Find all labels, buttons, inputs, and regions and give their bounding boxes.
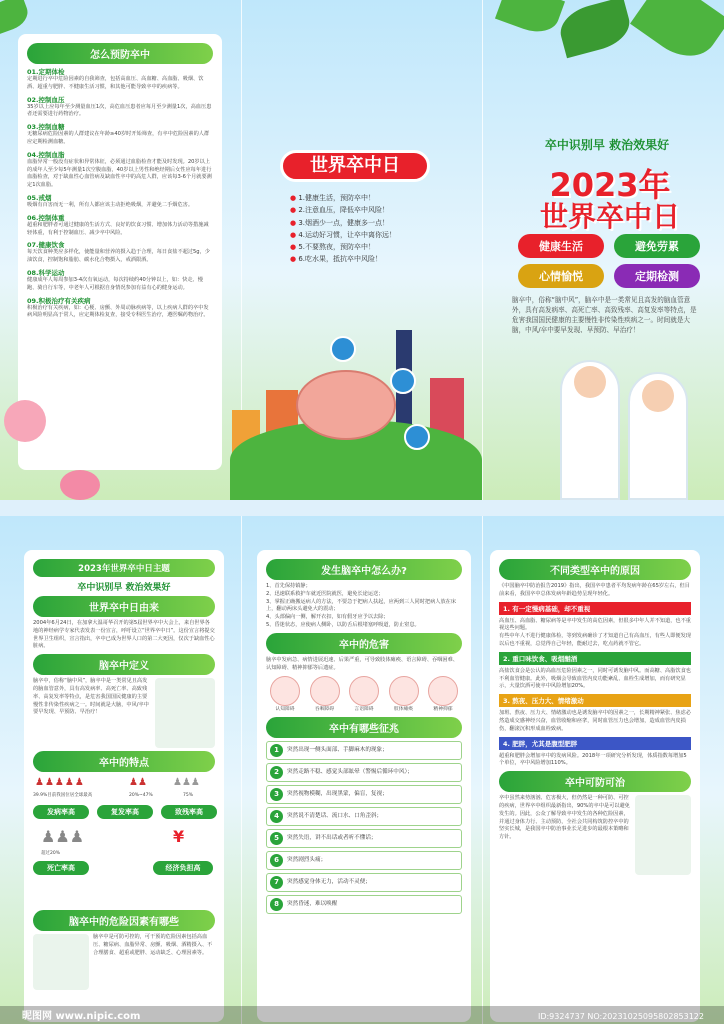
sign-text: 突然昏迷，难以唤醒 (287, 900, 338, 907)
artery-icon (404, 424, 430, 450)
chip-healthy-life: 健康生活 (518, 234, 604, 258)
sign-item (266, 895, 462, 914)
harm-icon (428, 676, 458, 706)
harm-icon-row (266, 676, 462, 713)
cause-heading: 2. 重口味饮食、吸烟酗酒 (499, 652, 691, 665)
day-bullet (290, 241, 480, 253)
money-icon: ¥ (173, 827, 185, 847)
prevention-item-title: 03.控制血糖 (27, 123, 65, 132)
patient-illustration (155, 678, 215, 748)
day-bullet-text: 1.健康生活，预防卒中！ (298, 194, 376, 202)
feature-label: 经济负担高 (153, 861, 213, 875)
emergency-step: 5、昏迷状态，应使病人侧卧，以防舌后根堵塞呼吸道，防止窒息。 (266, 621, 420, 628)
flower-decoration (4, 400, 46, 442)
people-icons: ♟♟♟ (41, 827, 85, 847)
sign-text: 突然走路不稳、感觉头部眩晕（警惕后循环中风）； (287, 768, 413, 775)
bullet-dot-icon: ● (290, 230, 299, 239)
day-bullet (290, 217, 480, 229)
emergency-steps (266, 583, 462, 630)
day-bullet-text: 5.不要熬夜，预防卒中！ (298, 243, 376, 251)
chip-regular-check: 定期检测 (614, 264, 700, 288)
cause-text: 高血压、高血脂、糖尿病等是卒中发生的高危因素，但很多中年人并不知道，也不重视这些问题。 有些中年人不进行健康体检，等到发病确诊了才知道自己有高血压，有些人即便发现以后也不重视，总觉得自己年轻，能耐过去，吃点药就不管它。 (499, 617, 691, 647)
harm-icon-label: 言语障碍 (354, 707, 374, 713)
prevention-item-text: 吸烟有百害而无一利，所有人都应该主动拒绝吸烟，并避免二手烟危害。 (27, 201, 194, 208)
prevention-item-text: 健康成年人每周参加3-4次有氧运动，每次持续约40分钟以上，如：快走、慢跑、骑自行车等，中老年人可根据自身情况参加有益有心的健身运动。 (27, 276, 203, 291)
brochure-front (0, 0, 724, 500)
cause-text: 高盐饮食会是公认的高血压危险因素之一，同时可诱发脑中风。而高糖、高脂饮食也不利血管健康。此外，吸烟会导致血管内皮功能紊乱、血栓生成增加，而有研究显示，大量饮酒可使卒中风险增加20%。 (499, 667, 691, 690)
cause-text: 超重和肥胖会增加卒中的发病风险。2018年一项研究分析发现，体质指数每增加5个单位，卒中风险增加110%。 (499, 752, 687, 767)
chip-avoid-fatigue: 避免劳累 (614, 234, 700, 258)
causes-intro: 《中国脑卒中防治报告2019》指出，我国卒中患者平均发病年龄在65岁左右，但目前来看，我国卒中总体发病年龄趋势呈现年轻化。 (499, 583, 690, 597)
harm-icon-item (424, 676, 462, 713)
day-bullet-text: 3.烟酒少一点，健康多一点！ (298, 218, 390, 227)
cause-heading: 1. 有一定慢病基础，却不重视 (499, 602, 691, 615)
slogan: 卒中识别早 救治效果好 (544, 138, 670, 152)
sign-number-badge: 4 (270, 810, 283, 823)
sign-item (266, 741, 462, 760)
fold-line (482, 516, 483, 1024)
fold-line (482, 0, 483, 500)
sign-number-badge: 1 (270, 744, 283, 757)
prevention-item-title: 09.积极治疗有关疾病 (27, 296, 91, 305)
prevention-item-title: 08.科学运动 (27, 268, 65, 277)
origin-text: 2004年6月24日，在加拿大温哥华召开的第5届世界卒中大会上，来自世界各地的神经病学专家代表发表一份宣言，呼吁设立“世界卒中日”。这份宣言将提交世界卫生组织，宣言指出，卒中已成为世界人口的第二大死因，仅次于缺血性心脏病。 (33, 620, 215, 650)
prevention-item-text: 每天饮食种类应多样化，使能量和营养的摄入趋于合理，每日食盐不超过5g，少油饮食，控制饱和脂肪、碳水化合物摄入，戒酒限酒。 (27, 249, 210, 264)
prevention-item-title: 01.定期体检 (27, 68, 65, 76)
sign-number-badge: 3 (270, 788, 283, 801)
causes-panel (490, 550, 700, 1022)
prevention-list (27, 67, 213, 320)
sign-item (266, 851, 462, 870)
harm-icon-label: 认知障碍 (275, 707, 295, 713)
day-bullet-text: 6.吃水果，抵抗卒中风险！ (298, 255, 383, 264)
world-day-badge: 世界卒中日 (280, 150, 430, 182)
cause-heading: 4. 肥胖，尤其是腹型肥胖 (499, 737, 691, 750)
definition-text: 脑卒中，俗称“脑中风”，脑卒中是一类常见且高发的脑血管意外，具有高发病率、高死亡率、高致残率、高复发率等特点，是危害我国国民健康的主要慢性非传染性疾病之一。时间就是大脑，中风/卒中要早发现、早预防、早治疗！ (33, 678, 149, 716)
harm-icon-item (306, 676, 344, 713)
prevention-item-title: 05.戒烟 (27, 193, 52, 202)
feature-label: 致残率高 (161, 805, 217, 819)
leaf-decoration (0, 0, 32, 36)
people-icons: ♟♟♟ (173, 777, 200, 789)
harm-icon (389, 676, 419, 706)
bullet-dot-icon: ● (290, 194, 299, 202)
doctor-face (574, 366, 606, 398)
wheelchair-illustration (33, 934, 89, 990)
feature-label: 复发率高 (97, 805, 153, 819)
brain-illustration (296, 370, 396, 440)
sign-text: 突然视物模糊，出现黑蒙，偏盲，复视； (287, 790, 388, 797)
leaf-decoration (555, 0, 634, 58)
sign-number-badge: 6 (270, 854, 283, 867)
day-bullet-list (290, 192, 480, 266)
signs-list (266, 741, 462, 914)
day-bullet (290, 192, 480, 204)
artery-icon (330, 336, 356, 362)
harm-icon-label: 吞咽障碍 (314, 707, 335, 713)
elderly-illustration (635, 795, 691, 875)
feature-label: 发病率高 (33, 805, 89, 819)
bullet-dot-icon: ● (290, 206, 299, 215)
harm-icon (270, 676, 300, 706)
prevent-text: 卒中虽然来势汹汹、危害极大，但仍然是一种可防、可控的疾病，世界卒中组织最新指出，90%的卒中是可以避免发生的。因此，公众了解导致卒中发生的各种危险因素，并通过身体力行、主动预防，全社会共同构筑防控卒中的坚实长城，是我国卒中防治事业长足进步的最根本策略和方针。 (499, 795, 630, 841)
sign-text: 突然剧烈头痛； (287, 856, 327, 863)
harm-icon-item (385, 676, 423, 713)
day-bullet (290, 204, 480, 216)
sign-text: 突然感觉身体无力，活动不灵便； (287, 878, 371, 885)
prevention-item-title: 07.健康饮食 (27, 241, 65, 250)
prevention-item-title: 04.控制血脂 (27, 150, 65, 159)
sign-number-badge: 5 (270, 832, 283, 845)
emergency-step: 4、头部偏向一侧，解开衣扣，如有假牙应予以去除； (266, 614, 389, 621)
harm-icon (349, 676, 379, 706)
prevention-item-text: 无糖尿病危险因素的人群建议在年龄≥40岁时开始筛查，有卒中危险因素的人群应定期检测血糖。 (27, 131, 210, 145)
feature-stat: 75% (183, 793, 194, 799)
sign-item (266, 763, 462, 782)
year-title: 2023年 (549, 166, 671, 204)
prevention-item-text: 超重和肥胖者可通过健康的生活方式、良好的饮食习惯、增加体力活动等措施减轻体重，有利于控制血压、减少卒中风险。 (27, 221, 209, 236)
sign-text: 突然出现一侧头面部、手脚麻木的现象； (287, 746, 388, 753)
prevention-item-text: 血脂异常一般没有症状和异常体征，必须通过血脂检查才能及时发现。20岁以上的成年人至少每5年测量1次空腹血脂，40岁以上男性和绝经期后女性应每年进行血脂检查，对于缺血性心血管病及缺血性卒中的高危人群，应该每3-6个月就要测定1次血脂。 (27, 158, 212, 189)
features-title: 卒中的特点 (33, 751, 215, 772)
sign-item (266, 873, 462, 892)
prevention-item-text: 积极治疗有关疾病，如：心梗、房颤、外周动脉疾病等，以上疾病人群的卒中发病风险明显高于常人，应定期体检复查，接受专科医生治疗，遵医嘱药物治疗。 (27, 304, 209, 319)
emergency-step: 1、首先保持镇静； (266, 583, 311, 589)
origin-title: 世界卒中日由来 (33, 596, 215, 617)
cause-heading: 3. 熬夜、压力大、情绪激动 (499, 694, 691, 707)
feature-label: 死亡率高 (33, 861, 89, 875)
emergency-title: 发生脑卒中怎么办? (266, 559, 462, 580)
signs-title: 卒中有哪些征兆 (266, 717, 462, 738)
bullet-dot-icon: ● (290, 218, 299, 227)
prevention-title: 怎么预防卒中 (27, 43, 213, 64)
feature-stat: 20%~47% (129, 793, 153, 799)
theme-panel (24, 550, 224, 1022)
prevention-panel (18, 34, 222, 470)
intro-text: 脑卒中，俗称“脑中风”，脑卒中是一类常见且高发的脑血管意外，具有高发病率、高死亡率、高致残率、高复发率等特点，是危害我国国民健康的主要慢性非传染性疾病之一。时间就是大脑，中风/卒中要早发现、早预防、早治疗！ (512, 296, 697, 334)
features-graphic (33, 775, 215, 907)
sign-item (266, 807, 462, 826)
sign-text: 突然失语，讲不出话或者听不懂话； (287, 834, 377, 841)
sign-number-badge: 2 (270, 766, 283, 779)
day-bullet-text: 4.运动好习惯，让卒中离你远！ (298, 230, 397, 239)
chip-good-mood: 心情愉悦 (518, 264, 604, 288)
sign-item (266, 785, 462, 804)
brochure-back (0, 516, 724, 1024)
day-bullet (290, 253, 480, 265)
prevention-item-text: 定期进行卒中危险因素的自我筛查，包括高血压、高血糖、高血脂、吸烟、饮酒、超重与肥胖、不健康生活习惯，和其他可能导致卒中的疾病等。 (27, 76, 204, 90)
harm-icon-label: 精神抑郁 (433, 707, 453, 713)
harm-icon-item (266, 676, 304, 713)
day-bullet (290, 229, 480, 241)
flower-decoration (60, 470, 100, 500)
people-icons: ♟♟ (129, 777, 147, 789)
prevention-item-title: 06.控制体重 (27, 213, 65, 222)
day-bullet-text: 2.注意血压，降低卒中风险！ (298, 206, 390, 215)
causes-title: 不同类型卒中的原因 (499, 559, 691, 580)
sign-number-badge: 8 (270, 898, 283, 911)
sign-number-badge: 7 (270, 876, 283, 889)
prevent-title: 卒中可防可治 (499, 771, 691, 792)
harm-text: 脑卒中发病急、病情进展迅速、后果严重，可导致肢体瘫痪、语言障碍、吞咽困难、认知障碍、精神抑郁等后遗症。 (266, 656, 458, 671)
leaf-decoration (630, 0, 724, 70)
feature-stat: 39.9%目前我国位居全球最高 (33, 793, 93, 799)
fold-line (241, 516, 242, 1024)
world-stroke-day-title: 世界卒中日 (539, 200, 680, 233)
risk-title: 脑卒中的危险因素有哪些 (33, 910, 215, 931)
theme-title: 2023年世界卒中日主题 (33, 559, 215, 577)
harm-icon (310, 676, 340, 706)
emergency-panel (257, 550, 471, 1022)
people-icons: ♟♟♟♟♟ (35, 777, 85, 789)
causes-list (499, 602, 691, 769)
sign-item (266, 829, 462, 848)
sign-text: 突然说不清楚话、流口水、口角歪斜； (287, 812, 383, 819)
feature-stat: 超过20% (41, 851, 61, 857)
theme-slogan: 卒中识别早 救治效果好 (77, 583, 171, 593)
definition-title: 脑卒中定义 (33, 654, 215, 675)
artery-icon (390, 368, 416, 394)
bullet-dot-icon: ● (290, 255, 299, 264)
watermark-id: ID:9324737 NO:20231025095802853122 (537, 1012, 704, 1021)
harm-title: 卒中的危害 (266, 633, 462, 654)
bullet-dot-icon: ● (290, 243, 299, 251)
cause-text: 加班、熬夜、压力大、情绪激动也是诱发脑卒中的因素之一，长期精神紧张、焦虑必然造成交感神经兴奋，血管收缩和痉挛，同时血管压力也会增加，造成血管内皮损伤，翻滚沉积形成血栓致病。 (499, 710, 691, 732)
harm-icon-item (345, 676, 383, 713)
harm-icon-label: 肢体瘫痪 (393, 707, 414, 713)
emergency-step: 2、迅速联系救护车就近医院就医，避免长途运送； (266, 590, 384, 597)
emergency-step: 3、掌握正确搬运病人的方法，不要急于把病人扶起，应两到三人同时把病人放在床上，翻动两床头避免大的震动； (266, 598, 457, 613)
prevention-item-title: 02.控制血压 (27, 95, 65, 104)
leaf-decoration (495, 0, 565, 39)
prevention-item-text: 35岁以上应每年至少测量血压1次，高危血压患者应每月至少测量1次，高血压患者还需要进行药物治疗。 (27, 103, 212, 118)
risk-text: 脑卒中是可防可控的，可干预的危险因素包括高血压、糖尿病、血脂异常、房颤、吸烟、酒精摄入、不合理膳食、超重或肥胖、运动缺乏、心理因素等。 (93, 934, 213, 956)
watermark-logo: 昵图网 www.nipic.com (22, 1011, 141, 1022)
doctor-face (642, 380, 674, 412)
